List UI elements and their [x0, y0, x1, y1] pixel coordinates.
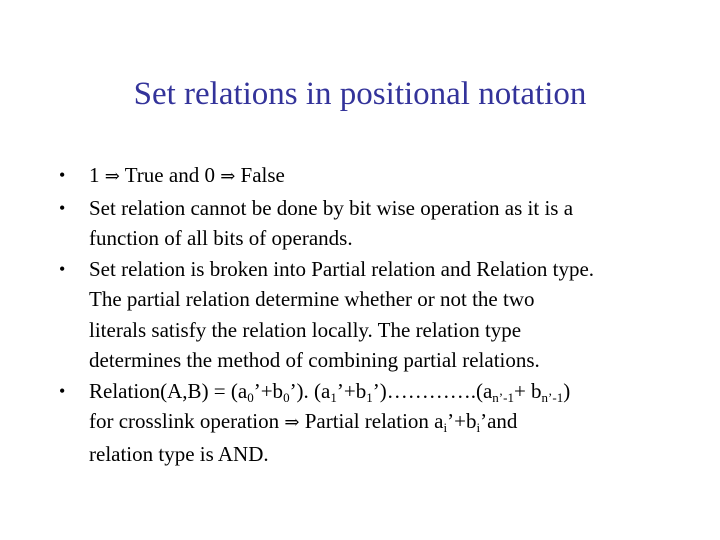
bullet-2-line-2: function of all bits of operands.	[89, 226, 353, 250]
bullet-1-text-a: 1	[89, 163, 100, 187]
formula-subscript: i	[443, 420, 448, 435]
bullet-icon: •	[59, 165, 66, 185]
implies-arrow-icon: ⇒	[220, 166, 236, 187]
bullet-icon: •	[59, 197, 66, 218]
formula-subscript: n’-1	[541, 389, 564, 405]
bullet-list	[56, 160, 696, 469]
bullet-4-line-1	[89, 376, 696, 407]
bullet-4-text: ’+b	[447, 409, 477, 433]
formula-text: ’)………….(a	[372, 378, 493, 403]
bullet-item-4	[56, 376, 696, 470]
formula-subscript: 1	[366, 389, 373, 405]
implies-arrow-icon: ⇒	[284, 412, 300, 433]
bullet-item-3	[56, 254, 696, 376]
bullet-3-line-2: The partial relation determine whether or not the two	[89, 287, 535, 311]
bullet-2-line-1: Set relation cannot be done by bit wise operation as it is a	[89, 195, 574, 220]
bullet-3-line-1: Set relation is broken into Partial relation and Relation type.	[89, 256, 595, 281]
bullet-4-text: Partial relation a	[304, 409, 444, 433]
bullet-item-2	[56, 193, 696, 254]
formula-subscript: n’-1	[492, 389, 514, 405]
bullet-3-line-3: literals satisfy the relation locally. The relation type	[89, 317, 522, 342]
formula-text: ’). (a	[289, 378, 331, 403]
bullet-4-text: for crosslink operation	[89, 409, 280, 433]
bullet-1-text-b: True and 0	[124, 163, 215, 187]
bullet-1-text-c: False	[240, 163, 285, 187]
formula-subscript: 0	[283, 389, 290, 405]
bullet-4-text: ’and	[480, 409, 518, 433]
bullet-icon: •	[59, 258, 66, 279]
formula-subscript: 1	[330, 389, 337, 405]
formula-text: )	[563, 378, 571, 403]
formula-text: ’+b	[336, 378, 367, 403]
implies-arrow-icon: ⇒	[104, 166, 120, 187]
bullet-icon: •	[59, 380, 66, 401]
bullet-4-line-3: relation type is AND.	[89, 441, 269, 466]
bullet-1-line	[89, 160, 696, 193]
bullet-4-line-2	[89, 406, 696, 439]
formula-text: Relation(A,B) = (a	[89, 378, 248, 403]
formula-subscript: 0	[247, 389, 254, 405]
slide-title: Set relations in positional notation	[133, 76, 587, 112]
bullet-item-1	[56, 160, 696, 193]
formula-text: + b	[513, 378, 542, 403]
bullet-3-line-4: determines the method of combining partial relations.	[89, 348, 540, 372]
formula-text: ’+b	[253, 378, 284, 403]
formula-subscript: i	[476, 420, 481, 435]
